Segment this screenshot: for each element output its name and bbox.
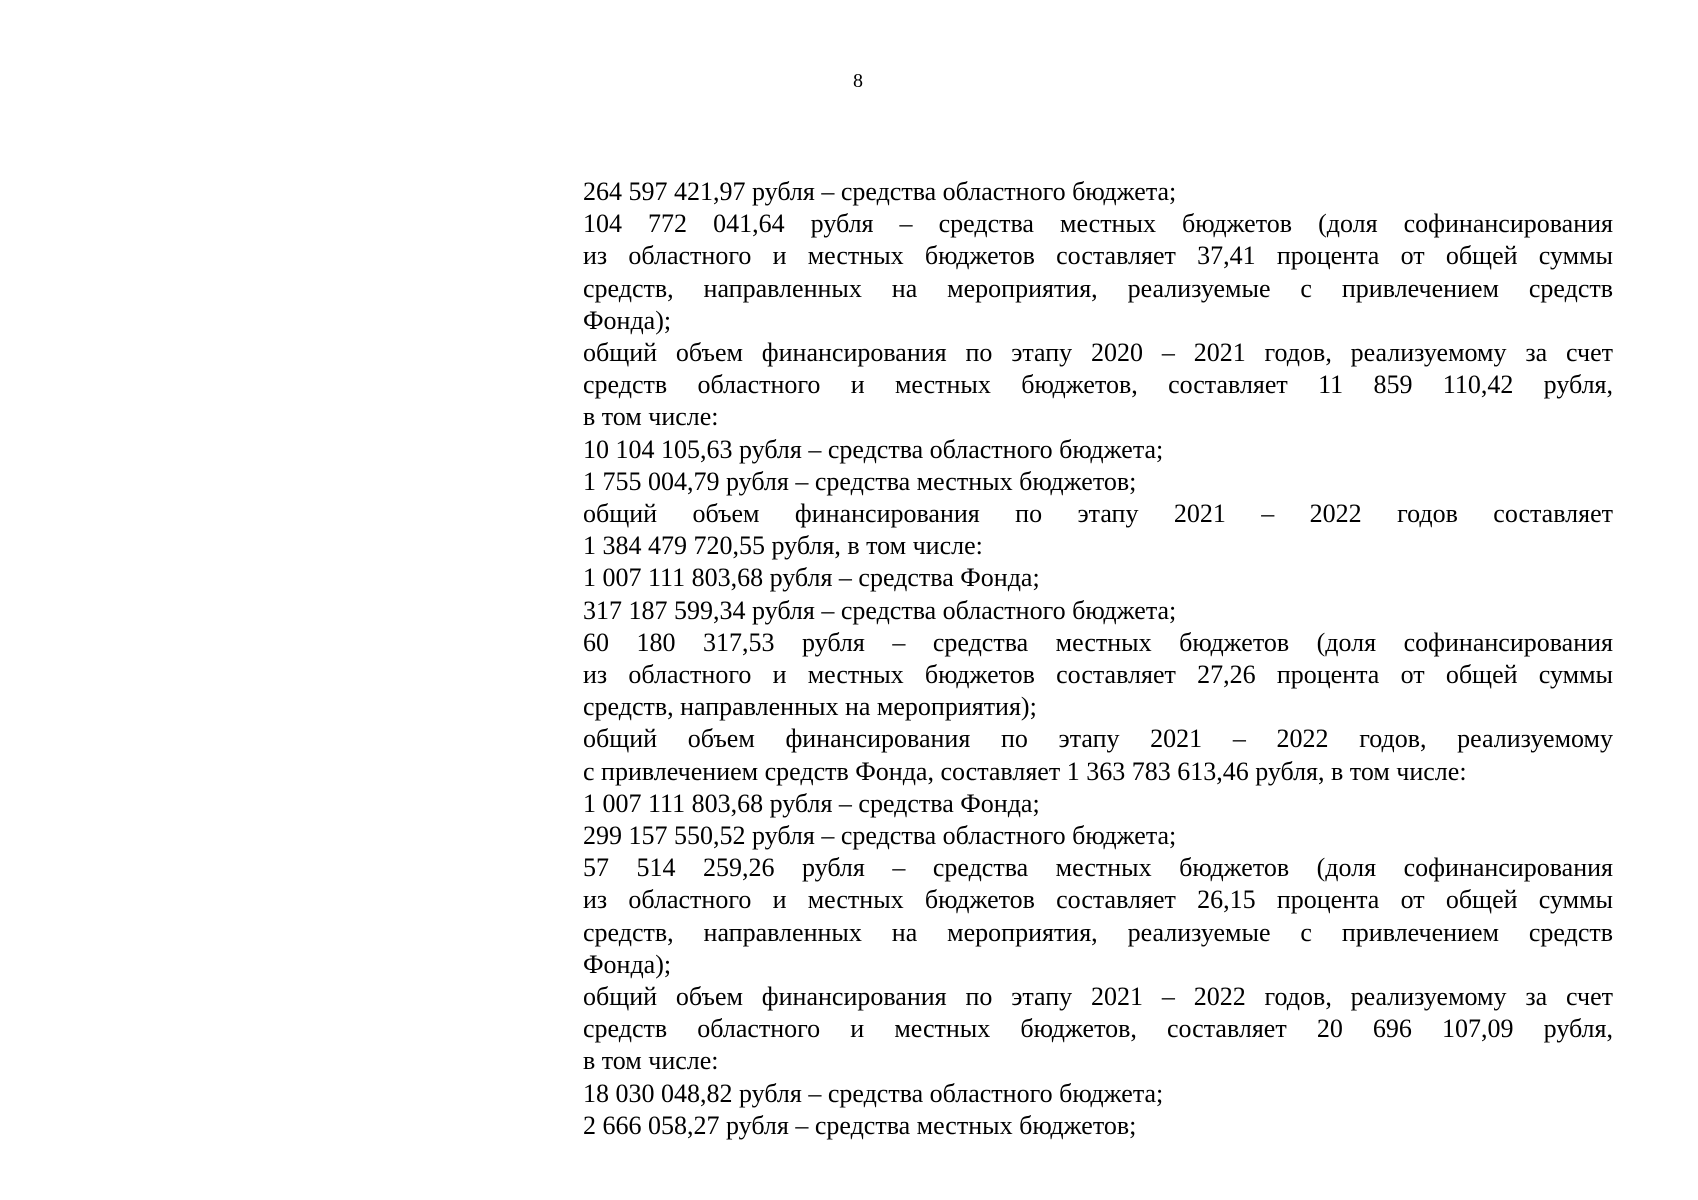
text-line: с привлечением средств Фонда, составляет 1 363 783 613,46 рубля, в том числе: bbox=[583, 756, 1467, 786]
text-line: средств, направленных на мероприятия, реализуемые с привлечением средств bbox=[583, 273, 1613, 303]
text-line: Фонда); bbox=[583, 305, 672, 335]
text-line: общий объем финансирования по этапу 2020 – 2021 годов, реализуемому за счет bbox=[583, 338, 1613, 368]
text-line: Фонда); bbox=[583, 949, 672, 979]
text-line: 1 755 004,79 рубля – средства местных бюджетов; bbox=[583, 466, 1137, 496]
text-line: 10 104 105,63 рубля – средства областного бюджета; bbox=[583, 434, 1164, 464]
text-line: 57 514 259,26 рубля – средства местных бюджетов (доля софинансирования bbox=[583, 853, 1613, 883]
text-line: средств, направленных на мероприятия, реализуемые с привлечением средств bbox=[583, 917, 1613, 947]
text-line: из областного и местных бюджетов составляет 26,15 процента от общей суммы bbox=[583, 885, 1613, 915]
text-line: общий объем финансирования по этапу 2021 – 2022 годов, реализуемому bbox=[583, 724, 1613, 754]
text-line: 1 007 111 803,68 рубля – средства Фонда; bbox=[583, 563, 1040, 593]
text-line: 299 157 550,52 рубля – средства областного бюджета; bbox=[583, 821, 1177, 851]
text-line: 2 666 058,27 рубля – средства местных бюджетов; bbox=[583, 1110, 1137, 1140]
text-line: 1 384 479 720,55 рубля, в том числе: bbox=[583, 531, 983, 561]
text-line: средств областного и местных бюджетов, составляет 11 859 110,42 рубля, bbox=[583, 370, 1613, 400]
text-line: в том числе: bbox=[583, 402, 719, 432]
text-line: 104 772 041,64 рубля – средства местных бюджетов (доля софинансирования bbox=[583, 209, 1613, 239]
text-line: 18 030 048,82 рубля – средства областного бюджета; bbox=[583, 1078, 1164, 1108]
page-number: 8 bbox=[853, 70, 863, 92]
text-line: из областного и местных бюджетов составляет 37,41 процента от общей суммы bbox=[583, 241, 1613, 271]
text-line: 264 597 421,97 рубля – средства областного бюджета; bbox=[583, 177, 1177, 206]
text-line: средств областного и местных бюджетов, составляет 20 696 107,09 рубля, bbox=[583, 1014, 1613, 1044]
text-line: в том числе: bbox=[583, 1046, 719, 1076]
document-body bbox=[583, 176, 1613, 1142]
text-line: 1 007 111 803,68 рубля – средства Фонда; bbox=[583, 788, 1040, 818]
text-line: 60 180 317,53 рубля – средства местных бюджетов (доля софинансирования bbox=[583, 627, 1613, 657]
text-line: 317 187 599,34 рубля – средства областного бюджета; bbox=[583, 595, 1177, 625]
text-line: общий объем финансирования по этапу 2021 – 2022 годов, реализуемому за счет bbox=[583, 982, 1613, 1012]
text-line: общий объем финансирования по этапу 2021 – 2022 годов составляет bbox=[583, 499, 1613, 529]
text-line: средств, направленных на мероприятия); bbox=[583, 692, 1037, 722]
text-line: из областного и местных бюджетов составляет 27,26 процента от общей суммы bbox=[583, 660, 1613, 690]
